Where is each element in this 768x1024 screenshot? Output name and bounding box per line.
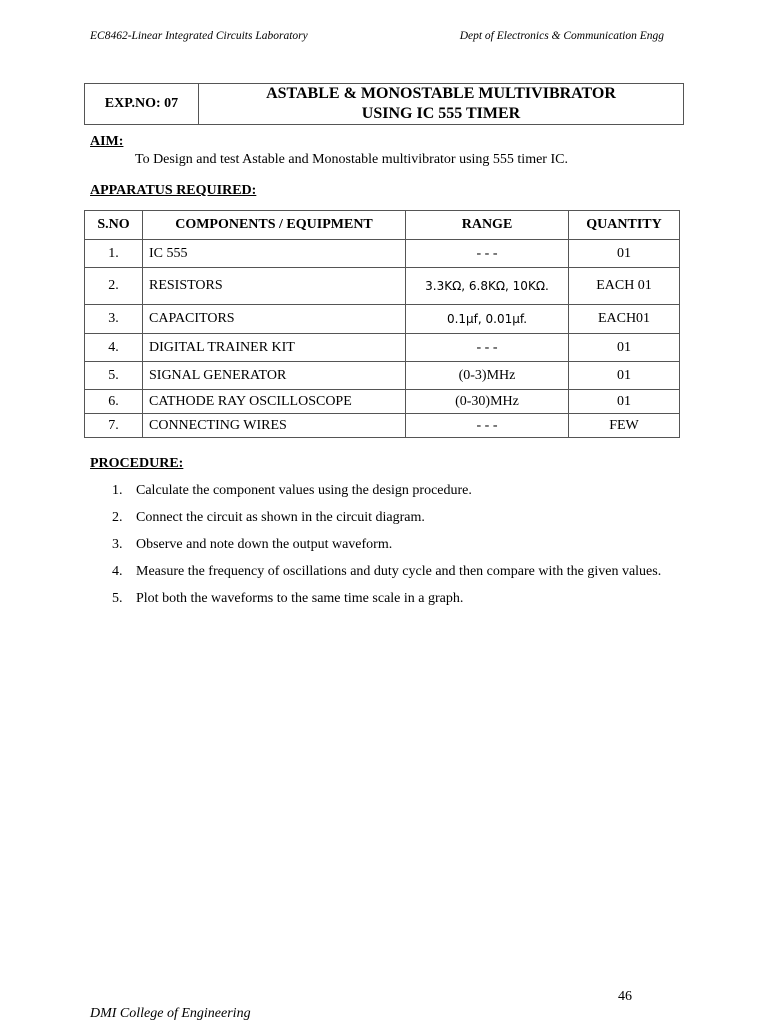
table-row (85, 240, 680, 268)
cell-range: - - - (406, 334, 569, 362)
cell-sno: 2. (85, 268, 143, 305)
experiment-title-line-2: USING IC 555 TIMER (361, 105, 521, 122)
table-header-row (85, 211, 680, 240)
cell-quantity: 01 (569, 334, 680, 362)
step-number: 5. (112, 591, 123, 606)
aim-heading: AIM: (90, 134, 124, 149)
header-department: Dept of Electronics & Communication Engg (459, 30, 664, 42)
cell-component: SIGNAL GENERATOR (143, 362, 406, 390)
cell-quantity: FEW (569, 414, 680, 438)
cell-range: - - - (406, 240, 569, 268)
cell-sno: 7. (85, 414, 143, 438)
cell-quantity: 01 (569, 390, 680, 414)
experiment-number: EXP.NO: 07 (85, 84, 199, 124)
step-number: 3. (112, 537, 123, 552)
step-text: Measure the frequency of oscillations and duty cycle and then compare with the given values. (136, 564, 662, 579)
experiment-title-box (84, 83, 684, 125)
cell-range: (0-3)MHz (406, 362, 569, 390)
experiment-title (199, 84, 683, 124)
list-item (112, 477, 672, 504)
cell-quantity: 01 (569, 362, 680, 390)
list-item (112, 504, 672, 531)
cell-sno: 3. (85, 305, 143, 334)
cell-component: DIGITAL TRAINER KIT (143, 334, 406, 362)
table-row (85, 362, 680, 390)
list-item (112, 585, 672, 612)
step-text: Calculate the component values using the design procedure. (136, 483, 472, 498)
list-item (112, 558, 672, 585)
column-header-range: RANGE (406, 211, 569, 240)
column-header-component: COMPONENTS / EQUIPMENT (143, 211, 406, 240)
aim-text: To Design and test Astable and Monostable multivibrator using 555 timer IC. (135, 152, 568, 167)
step-text: Connect the circuit as shown in the circuit diagram. (136, 510, 425, 525)
procedure-heading: PROCEDURE: (90, 456, 184, 471)
table-row (85, 390, 680, 414)
cell-component: CATHODE RAY OSCILLOSCOPE (143, 390, 406, 414)
footer-college: DMI College of Engineering (90, 1006, 251, 1021)
table-row (85, 334, 680, 362)
cell-component: IC 555 (143, 240, 406, 268)
cell-sno: 4. (85, 334, 143, 362)
step-text: Plot both the waveforms to the same time scale in a graph. (136, 591, 464, 606)
step-number: 2. (112, 510, 123, 525)
header-course: EC8462-Linear Integrated Circuits Laboratory (90, 30, 308, 42)
step-number: 4. (112, 564, 123, 579)
cell-sno: 5. (85, 362, 143, 390)
cell-component: CAPACITORS (143, 305, 406, 334)
table-row (85, 268, 680, 305)
apparatus-table (84, 210, 680, 438)
cell-sno: 6. (85, 390, 143, 414)
apparatus-heading: APPARATUS REQUIRED: (90, 183, 257, 198)
procedure-list (112, 477, 672, 612)
column-header-sno: S.NO (85, 211, 143, 240)
step-number: 1. (112, 483, 123, 498)
list-item (112, 531, 672, 558)
cell-range: 0.1μf, 0.01μf. (406, 305, 569, 334)
column-header-quantity: QUANTITY (569, 211, 680, 240)
cell-component: RESISTORS (143, 268, 406, 305)
cell-quantity: EACH 01 (569, 268, 680, 305)
cell-component: CONNECTING WIRES (143, 414, 406, 438)
step-text: Observe and note down the output waveform. (136, 537, 393, 552)
cell-range: - - - (406, 414, 569, 438)
table-row (85, 305, 680, 334)
table-row (85, 414, 680, 438)
experiment-title-line-1: ASTABLE & MONOSTABLE MULTIVIBRATOR (266, 85, 616, 102)
page-number: 46 (618, 989, 632, 1004)
cell-quantity: EACH01 (569, 305, 680, 334)
cell-sno: 1. (85, 240, 143, 268)
cell-range: 3.3KΩ, 6.8KΩ, 10KΩ. (406, 268, 569, 305)
cell-range: (0-30)MHz (406, 390, 569, 414)
cell-quantity: 01 (569, 240, 680, 268)
